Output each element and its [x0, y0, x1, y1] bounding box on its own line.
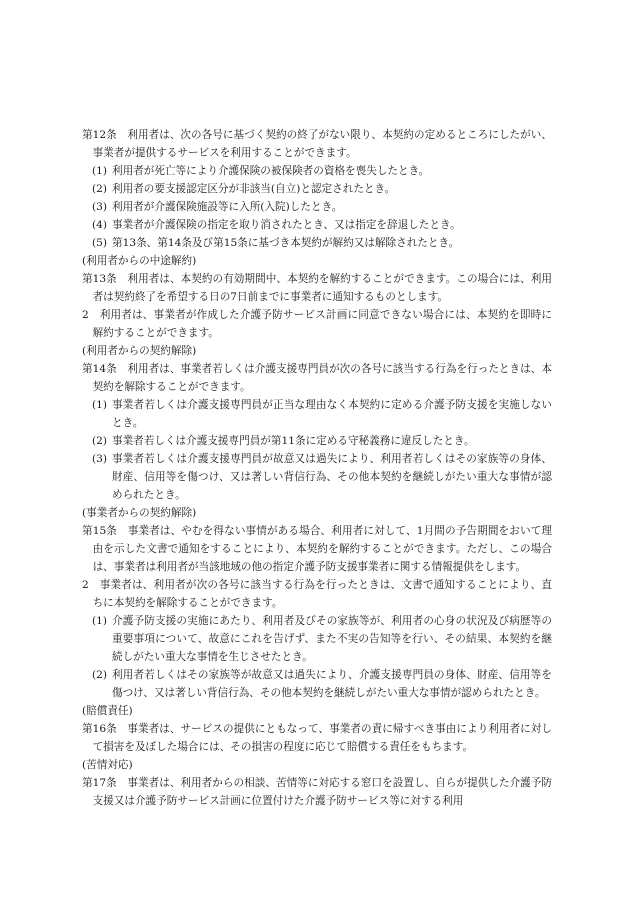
list-item [82, 612, 552, 666]
section-heading-17: (苦情対応) [82, 759, 133, 771]
item-text: 事業者若しくは介護支援専門員が正当な理由なく本契約に定める介護予防支援を実施しないとき。 [112, 399, 552, 429]
item-text: 事業者若しくは介護支援専門員が故意又は過失により、利用者若しくはその家族等の身体、財産、信用等を傷つけ、又は著しい背信行為、その他本契約を継続しがたい重大な事情が認められたとき。 [112, 453, 552, 501]
article-15-list [82, 612, 552, 702]
list-item [82, 198, 552, 216]
item-text: 事業者が介護保険の指定を取り消されたとき、又は指定を辞退したとき。 [112, 219, 461, 231]
article-17: 第17条 事業者は、利用者からの相談、苦情等に対応する窓口を設置し、自らが提供した介護予防支援又は介護予防サービス計画に位置付けた介護予防サービス等に対する利用 [82, 777, 552, 807]
item-text: 利用者若しくはその家族等が故意又は過失により、介護支援専門員の身体、財産、信用等を傷つけ、又は著しい背信行為、その他本契約を継続しがたい重大な事情が認められたとき。 [112, 669, 552, 699]
article-12-list [82, 162, 552, 252]
item-text: 第13条、第14条及び第15条に基づき本契約が解約又は解除されたとき。 [112, 237, 460, 249]
article-14: 第14条 利用者は、事業者若しくは介護支援専門員が次の各号に該当する行為を行ったときは、本契約を解除することができます。 [82, 363, 552, 393]
article-15: 第15条 事業者は、やむを得ない事情がある場合、利用者に対して、1月間の予告期間をおいて理由を示した文書で通知をすることにより、本契約を解約することができます。ただし、この場合は、事業者は利用者が当該地域の他の指定介護予防支援事業者に関する情報提供をします。 [82, 525, 552, 573]
item-text: 利用者の要支援認定区分が非該当(自立)と認定されたとき。 [112, 183, 396, 195]
item-text: 利用者が死亡等により介護保険の被保険者の資格を喪失したとき。 [112, 165, 430, 177]
section-heading-13: (利用者からの中途解約) [82, 255, 197, 267]
section-heading-16: (賠償責任) [82, 705, 133, 717]
article-13-paragraph-2: 2 利用者は、事業者が作成した介護予防サービス計画に同意できない場合には、本契約を即時に解約することができます。 [82, 309, 552, 339]
item-number: (3) [92, 201, 108, 213]
list-item [82, 234, 552, 252]
item-number: (1) [92, 165, 108, 177]
item-number: (1) [92, 615, 108, 627]
item-number: (2) [92, 183, 108, 195]
list-item [82, 666, 552, 702]
item-text: 利用者が介護保険施設等に入所(入院)したとき。 [112, 201, 343, 213]
item-number: (2) [92, 669, 108, 681]
item-number: (5) [92, 237, 108, 249]
list-item [82, 396, 552, 432]
list-item [82, 180, 552, 198]
article-12: 第12条 利用者は、次の各号に基づく契約の終了がない限り、本契約の定めるところにしたがい、事業者が提供するサービスを利用することができます。 [82, 129, 552, 159]
list-item [82, 450, 552, 504]
item-number: (1) [92, 399, 108, 411]
list-item [82, 216, 552, 234]
section-heading-14: (利用者からの契約解除) [82, 345, 197, 357]
article-14-list [82, 396, 552, 504]
list-item [82, 432, 552, 450]
item-number: (3) [92, 453, 108, 465]
article-16: 第16条 事業者は、サービスの提供にともなって、事業者の責に帰すべき事由により利用者に対して損害を及ぼした場合には、その損害の程度に応じて賠償する責任をもちます。 [82, 723, 552, 753]
item-text: 事業者若しくは介護支援専門員が第11条に定める守秘義務に違反したとき。 [112, 435, 475, 447]
article-15-paragraph-2: 2 事業者は、利用者が次の各号に該当する行為を行ったときは、文書で通知することにより、直ちに本契約を解除することができます。 [82, 579, 552, 609]
article-13: 第13条 利用者は、本契約の有効期間中、本契約を解約することができます。この場合には、利用者は契約終了を希望する日の7日前までに事業者に通知するものとします。 [82, 273, 552, 303]
item-number: (2) [92, 435, 108, 447]
list-item [82, 162, 552, 180]
item-number: (4) [92, 219, 108, 231]
section-heading-15: (事業者からの契約解除) [82, 507, 197, 519]
item-text: 介護予防支援の実施にあたり、利用者及びその家族等が、利用者の心身の状況及び病歴等の重要事項について、故意にこれを告げず、また不実の告知等を行い、その結果、本契約を継続しがたい重大な事情を生じさせたとき。 [112, 615, 552, 663]
